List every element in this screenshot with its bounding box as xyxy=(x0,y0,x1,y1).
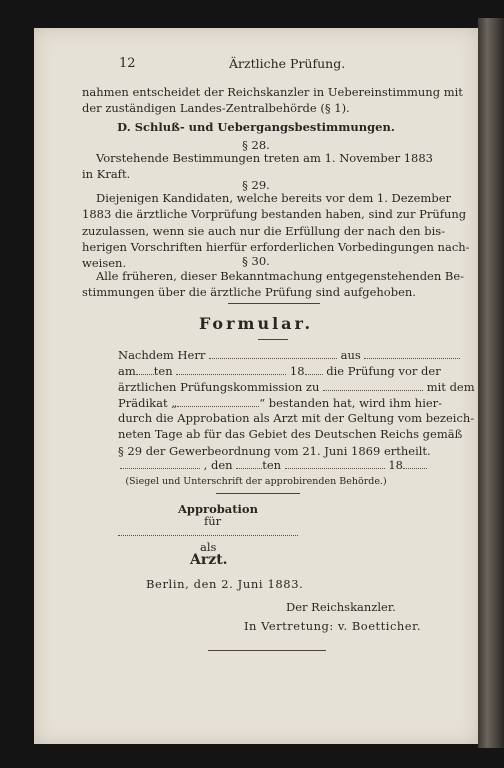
signature: In Vertretung: v. Boetticher. xyxy=(244,619,421,633)
form-text: ten xyxy=(262,458,282,472)
text-line: zuzulassen, wenn sie auch nur die Erfüllung der nach den bis- xyxy=(82,223,446,238)
form-text: ärztlichen Prüfungskommission zu xyxy=(118,380,320,394)
form-text: “ bestanden hat, wird ihm hier- xyxy=(259,396,443,410)
form-text: , den xyxy=(203,458,233,472)
form-line-2 xyxy=(118,364,441,378)
form-text: aus xyxy=(340,348,361,362)
text-line: der zuständigen Landes-Zentralbehörde (§ 1). xyxy=(82,101,350,116)
als-label: als xyxy=(200,540,217,554)
approbation-heading: Approbation xyxy=(178,502,258,516)
form-text: am xyxy=(118,364,136,378)
arzt-heading: Arzt. xyxy=(190,552,228,568)
section-heading: D. Schluß- und Uebergangsbestimmungen. xyxy=(117,120,395,134)
fuer-label: für xyxy=(204,514,222,528)
form-text: 18 xyxy=(388,458,403,472)
form-text: Nachdem Herr xyxy=(118,348,206,362)
blank-field xyxy=(176,364,286,375)
form-date-line xyxy=(120,458,424,472)
blank-field xyxy=(403,458,427,469)
divider xyxy=(208,650,326,651)
form-title: Formular. xyxy=(198,314,314,333)
text-line: Vorstehende Bestimmungen treten am 1. November 1883 xyxy=(96,151,433,165)
text-line: Alle früheren, dieser Bekanntmachung entgegenstehenden Be- xyxy=(96,269,465,283)
blank-field xyxy=(285,458,385,469)
paragraph-number: § 28. xyxy=(242,138,270,152)
form-line-3 xyxy=(118,380,475,394)
place-date: Berlin, den 2. Juni 1883. xyxy=(146,577,304,591)
paragraph-number: § 30. xyxy=(242,254,270,268)
book-edge xyxy=(478,18,504,748)
text-line: nahmen entscheidet der Reichskanzler in Uebereinstimmung mit xyxy=(82,85,463,99)
divider xyxy=(258,339,288,340)
text-line: herigen Vorschriften hierfür erforderlichen Vorbedingungen nach- xyxy=(82,239,470,254)
text-line: weisen. xyxy=(82,256,127,271)
form-body xyxy=(118,410,475,459)
blank-field xyxy=(364,348,460,359)
signer-title: Der Reichskanzler. xyxy=(286,600,396,614)
blank-field xyxy=(305,364,323,375)
blank-field xyxy=(236,458,262,469)
text-line: durch die Approbation als Arzt mit der Geltung vom bezeich- xyxy=(118,411,475,425)
blank-field xyxy=(136,364,154,375)
text-line: neten Tage ab für das Gebiet des Deutschen Reichs gemäß xyxy=(118,427,463,442)
divider xyxy=(216,493,300,494)
blank-field xyxy=(120,458,200,469)
text-line: 1883 die ärztliche Vorprüfung bestanden haben, sind zur Prüfung xyxy=(82,207,467,222)
form-line-1 xyxy=(118,348,422,362)
form-text: ten xyxy=(153,364,173,378)
text-line: stimmungen über die ärztliche Prüfung sind aufgehoben. xyxy=(82,285,416,300)
form-line-4 xyxy=(118,396,443,410)
divider xyxy=(228,303,320,304)
blank-field xyxy=(209,348,337,359)
form-text: Prädikat „ xyxy=(118,396,178,410)
running-title: Ärztliche Prüfung. xyxy=(229,56,346,71)
paragraph-30 xyxy=(82,268,465,301)
text-line: in Kraft. xyxy=(82,167,131,182)
page-number: 12 xyxy=(119,56,136,71)
text-line: Diejenigen Kandidaten, welche bereits vor dem 1. Dezember xyxy=(96,191,451,205)
form-text: die Prüfung vor der xyxy=(326,364,441,378)
blank-field xyxy=(177,396,259,407)
paragraph-number: § 29. xyxy=(242,178,270,192)
form-text: 18 xyxy=(289,364,305,378)
text-line: § 29 der Gewerbeordnung vom 21. Juni 1869 ertheilt. xyxy=(118,443,431,458)
intro-paragraph xyxy=(82,84,463,117)
blank-name-line xyxy=(118,535,298,536)
form-text: mit dem xyxy=(426,380,475,394)
seal-caption: (Siegel und Unterschrift der approbirenden Behörde.) xyxy=(125,476,387,487)
blank-field xyxy=(323,380,423,391)
